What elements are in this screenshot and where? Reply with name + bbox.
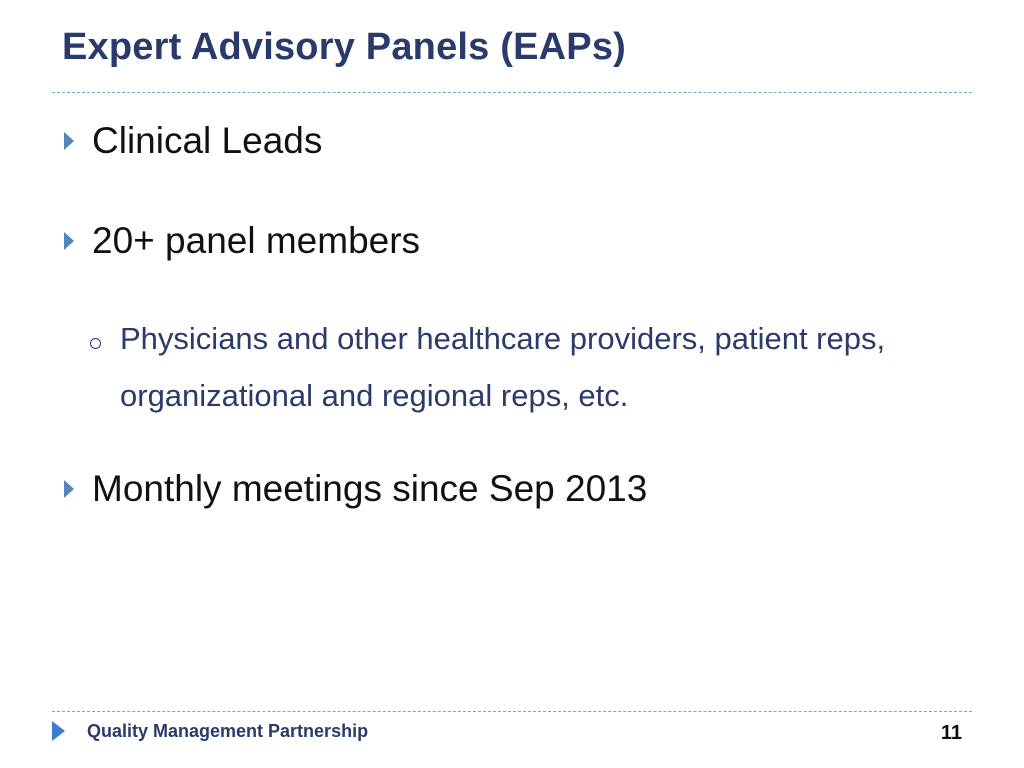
bullet-item — [64, 468, 647, 510]
footer-organization: Quality Management Partnership — [87, 721, 369, 741]
footer-divider — [52, 711, 972, 712]
triangle-right-icon — [52, 721, 65, 741]
slide-title: Expert Advisory Panels (EAPs) — [62, 26, 627, 68]
sub-bullet-item — [90, 318, 950, 424]
bullet-item — [64, 120, 322, 162]
bullet-text: 20+ panel members — [92, 220, 421, 261]
title-divider — [52, 92, 972, 93]
triangle-right-icon — [64, 132, 74, 150]
triangle-right-icon — [64, 232, 74, 250]
bullet-text: Clinical Leads — [92, 120, 323, 161]
bullet-item — [64, 220, 420, 262]
triangle-right-icon — [64, 480, 74, 498]
circle-outline-icon — [90, 338, 101, 349]
page-number: 11 — [940, 722, 962, 744]
bullet-text: Monthly meetings since Sep 2013 — [92, 468, 648, 509]
sub-bullet-text: Physicians and other healthcare providers, patient reps, organizational and regional reps, etc. — [120, 321, 886, 413]
